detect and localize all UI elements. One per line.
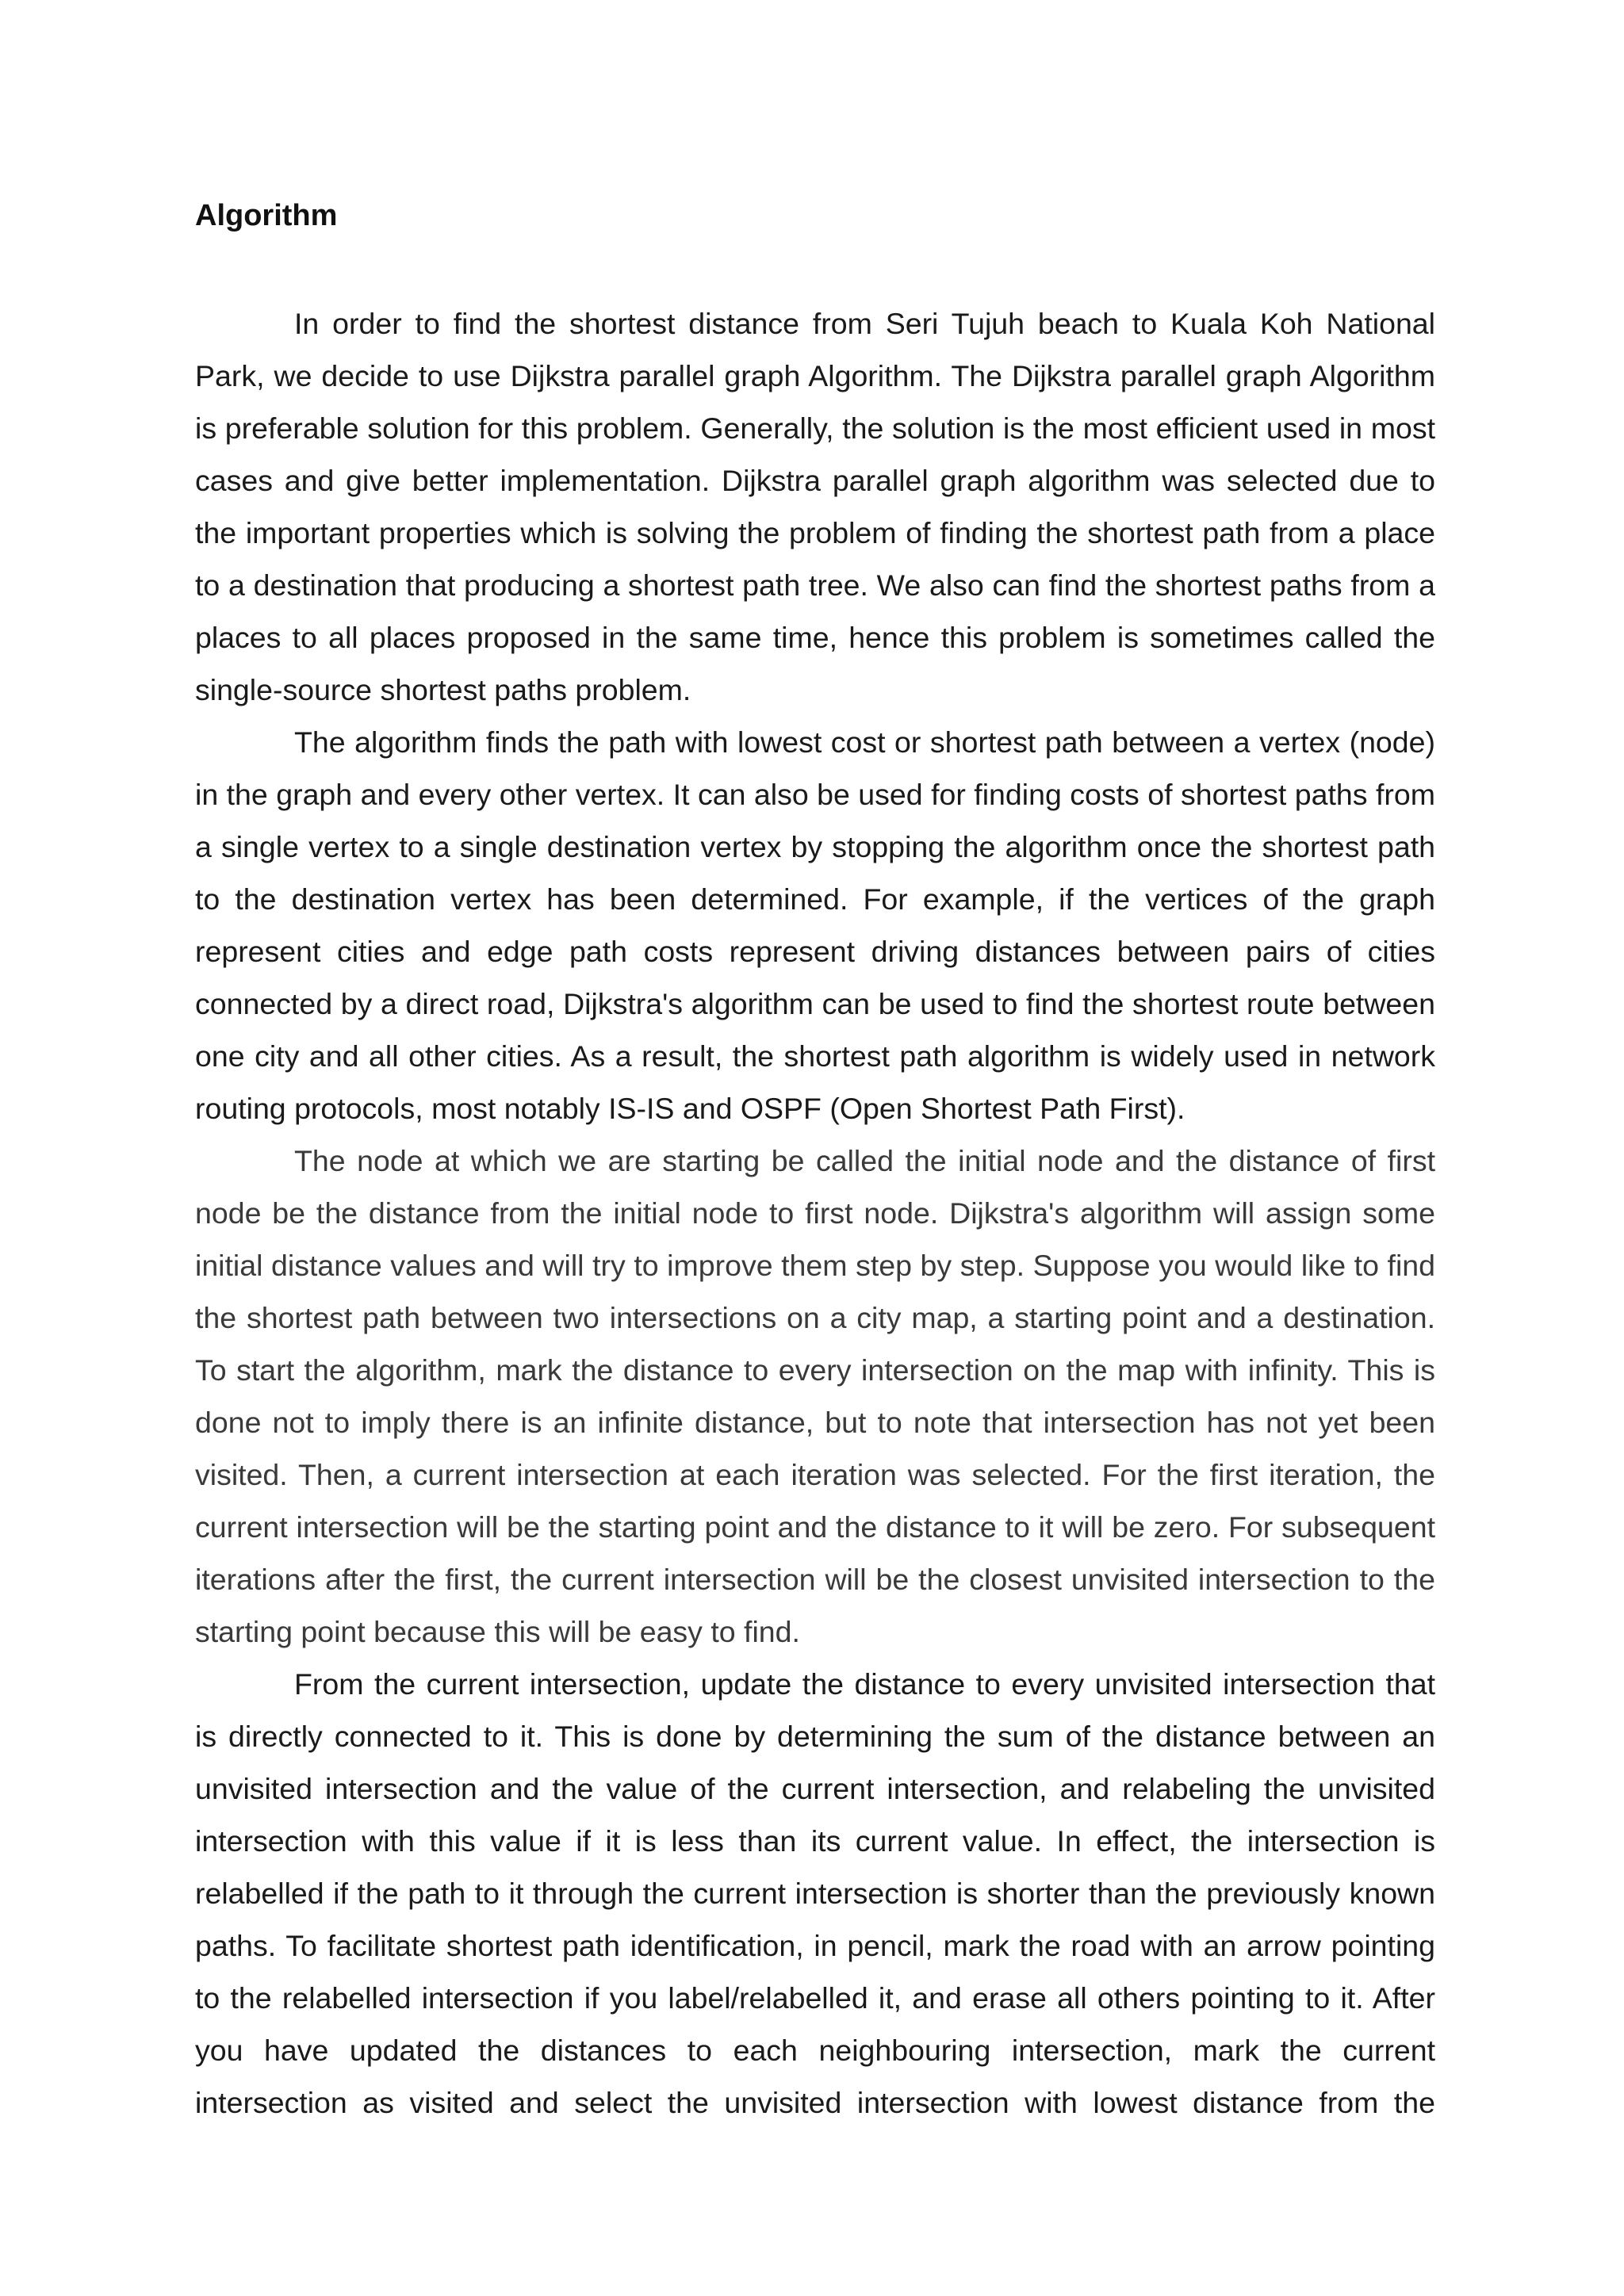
- paragraph-3: The node at which we are starting be called the initial node and the distance of first node be the distance from the initial node to first node. Dijkstra's algorithm will assign some initial distance values and will try to improve them step by step. Suppose you would like to find the shortest path between two intersections on a city map, a starting point and a destination. To start the algorithm, mark the distance to every intersection on the map with infinity. This is done not to imply there is an infinite distance, but to note that intersection has not yet been visited. Then, a current intersection at each iteration was selected. For the first iteration, the current intersection will be the starting point and the distance to it will be zero. For subsequent iterations after the first, the current intersection will be the closest unvisited intersection to the starting point because this will be easy to find.: [195, 1144, 1435, 1648]
- paragraph-1: In order to find the shortest distance from Seri Tujuh beach to Kuala Koh National Park, we decide to use Dijkstra parallel graph Algorithm. The Dijkstra parallel graph Algorithm is preferable solution for this problem. Generally, the solution is the most efficient used in most cases and give better implementation. Dijkstra parallel graph algorithm was selected due to the important properties which is solving the problem of finding the shortest path from a place to a destination that producing a shortest path tree. We also can find the shortest paths from a places to all places proposed in the same time, hence this problem is sometimes called the single-source shortest paths problem.: [195, 307, 1435, 706]
- body-text: [195, 297, 1435, 2129]
- paragraph-2: The algorithm finds the path with lowest cost or shortest path between a vertex (node) in the graph and every other vertex. It can also be used for finding costs of shortest paths from a single vertex to a single destination vertex by stopping the algorithm once the shortest path to the destination vertex has been determined. For example, if the vertices of the graph represent cities and edge path costs represent driving distances between pairs of cities connected by a direct road, Dijkstra's algorithm can be used to find the shortest route between one city and all other cities. As a result, the shortest path algorithm is widely used in network routing protocols, most notably IS-IS and OSPF (Open Shortest Path First).: [195, 725, 1435, 1125]
- paragraph-4: From the current intersection, update the distance to every unvisited intersection that is directly connected to it. This is done by determining the sum of the distance between an unvisited intersection and the value of the current intersection, and relabeling the unvisited intersection with this value if it is less than its current value. In effect, the intersection is relabelled if the path to it through the current intersection is shorter than the previously known paths. To facilitate shortest path identification, in pencil, mark the road with an arrow pointing to the relabelled intersection if you label/relabelled it, and erase all others pointing to it. After you have updated the distances to each neighbouring intersection, mark the current intersection as visited and select the unvisited intersection with lowest distance from the: [195, 1667, 1435, 2119]
- section-heading: Algorithm: [195, 199, 338, 232]
